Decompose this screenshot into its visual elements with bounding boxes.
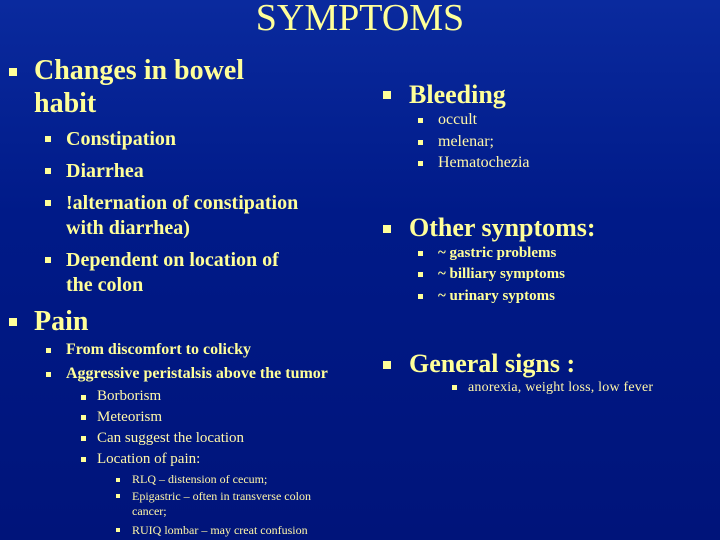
bullet-icon xyxy=(418,251,423,256)
bullet-icon xyxy=(383,91,391,99)
bullet-icon xyxy=(383,225,391,233)
bullet-icon xyxy=(418,140,423,145)
bullet-icon xyxy=(418,161,423,166)
bowel-heading-line1: Changes in bowel xyxy=(34,55,245,86)
bullet-icon xyxy=(9,68,17,76)
pain-location: Epigastric – often in transverse colon xyxy=(132,489,311,503)
bleeding-heading: Bleeding xyxy=(409,80,506,109)
pain-location: RUIQ lombar – may creat confusion xyxy=(132,523,308,537)
bowel-item: Diarrhea xyxy=(66,160,144,182)
bullet-icon xyxy=(116,478,120,482)
bullet-icon xyxy=(81,395,86,400)
pain-location: RLQ – distension of cecum; xyxy=(132,472,268,486)
bullet-icon xyxy=(46,348,51,353)
bullet-icon xyxy=(116,494,120,498)
bowel-item: Constipation xyxy=(66,128,177,150)
bleeding-item: occult xyxy=(438,111,478,128)
bullet-icon xyxy=(418,294,423,299)
other-item: ~ urinary syptoms xyxy=(438,288,555,304)
bullet-icon xyxy=(418,272,423,277)
bullet-icon xyxy=(116,528,120,532)
bowel-item-cont: the colon xyxy=(66,274,144,296)
pain-location-cont: cancer; xyxy=(132,504,167,518)
pain-sub-item: Can suggest the location xyxy=(97,430,245,446)
bullet-icon xyxy=(452,385,457,390)
bowel-item-cont: with diarrhea) xyxy=(66,217,190,239)
bullet-icon xyxy=(81,415,86,420)
bullet-icon xyxy=(45,168,51,174)
bullet-icon xyxy=(45,136,51,142)
pain-heading: Pain xyxy=(34,306,89,337)
bleeding-item: melenar; xyxy=(438,133,494,150)
page-title: SYMPTOMS xyxy=(255,0,465,39)
other-heading: Other synptoms: xyxy=(409,213,596,242)
pain-sub-item: Location of pain: xyxy=(97,451,201,467)
bowel-heading-line2: habit xyxy=(34,88,97,119)
other-item: ~ gastric problems xyxy=(438,245,557,261)
general-heading: General signs : xyxy=(409,349,576,378)
general-item: anorexia, weight loss, low fever xyxy=(468,380,654,395)
bullet-icon xyxy=(45,257,51,263)
other-item: ~ billiary symptoms xyxy=(438,266,565,282)
pain-sub-item: Borborism xyxy=(97,388,162,404)
bullet-icon xyxy=(81,436,86,441)
bullet-icon xyxy=(45,200,51,206)
bleeding-item: Hematochezia xyxy=(438,154,530,171)
pain-item: Aggressive peristalsis above the tumor xyxy=(66,365,328,382)
pain-sub-item: Meteorism xyxy=(97,409,162,425)
bullet-icon xyxy=(9,318,17,326)
bowel-item: !alternation of constipation xyxy=(66,192,299,214)
pain-item: From discomfort to colicky xyxy=(66,341,251,358)
bullet-icon xyxy=(418,118,423,123)
bullet-icon xyxy=(46,372,51,377)
bullet-icon xyxy=(81,457,86,462)
bowel-item: Dependent on location of xyxy=(66,249,279,271)
bullet-icon xyxy=(383,361,391,369)
